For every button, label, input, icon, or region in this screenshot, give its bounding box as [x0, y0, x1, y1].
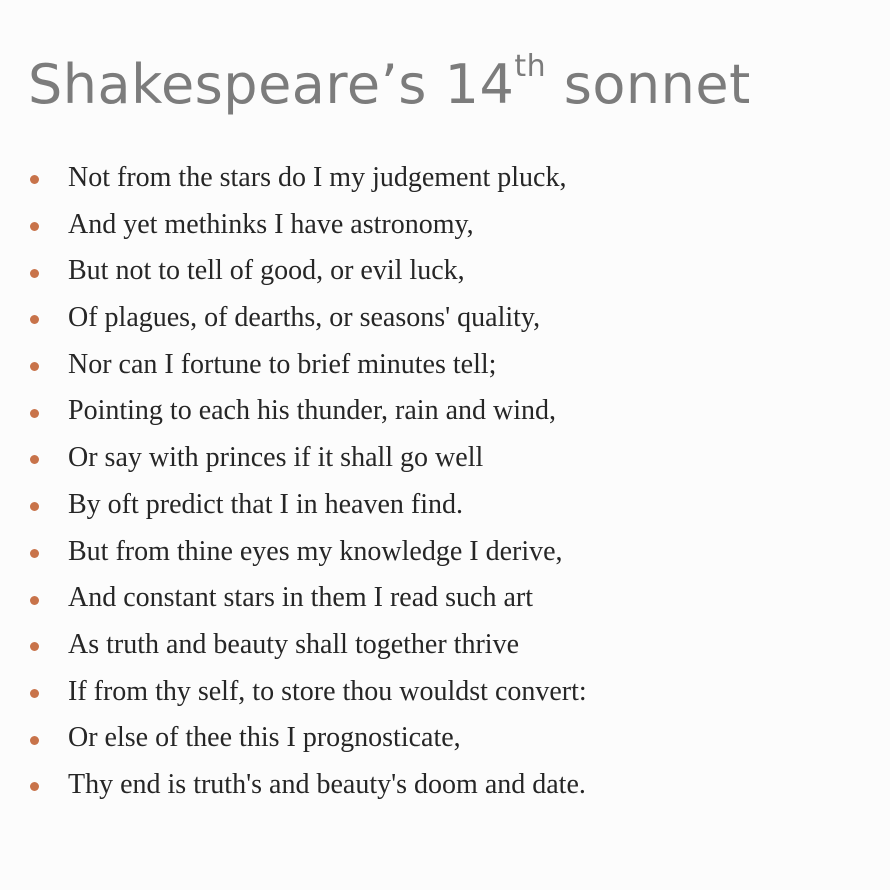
- bullet-icon: [30, 596, 39, 605]
- sonnet-line-text: If from thy self, to store thou wouldst convert:: [68, 675, 587, 707]
- sonnet-line-text: Or else of thee this I prognosticate,: [68, 722, 461, 754]
- title-main: Shakespeare’s 14: [28, 53, 515, 116]
- bullet-icon: [30, 549, 39, 558]
- bullet-icon: [30, 689, 39, 698]
- sonnet-line-text: Of plagues, of dearths, or seasons' quality,: [68, 302, 541, 334]
- bullet-icon: [30, 175, 39, 184]
- bullet-icon: [30, 409, 39, 418]
- sonnet-line-text: By oft predict that I in heaven find.: [68, 488, 463, 520]
- sonnet-line-text: Pointing to each his thunder, rain and wind,: [68, 395, 557, 427]
- bullet-icon: [30, 222, 39, 231]
- bullet-icon: [30, 736, 39, 745]
- bullet-icon: [30, 782, 39, 791]
- sonnet-line-text: And yet methinks I have astronomy,: [68, 208, 474, 240]
- title-superscript: th: [514, 49, 547, 84]
- sonnet-line-text: And constant stars in them I read such art: [68, 582, 533, 614]
- sonnet-line-text: Thy end is truth's and beauty's doom and date.: [68, 768, 586, 800]
- bullet-icon: [30, 502, 39, 511]
- slide-title: [28, 49, 751, 116]
- sonnet-line-text: As truth and beauty shall together thrive: [68, 628, 519, 660]
- sonnet-line-text: But not to tell of good, or evil luck,: [68, 255, 465, 287]
- sonnet-line-text: But from thine eyes my knowledge I derive,: [68, 535, 563, 567]
- bullet-icon: [30, 315, 39, 324]
- bullet-icon: [30, 269, 39, 278]
- sonnet-line-text: Not from the stars do I my judgement pluck,: [68, 162, 567, 193]
- bullet-icon: [30, 455, 39, 464]
- bullet-icon: [30, 642, 39, 651]
- title-suffix: sonnet: [546, 53, 751, 116]
- sonnet-line-text: Or say with princes if it shall go well: [68, 442, 484, 474]
- sonnet-line-text: Nor can I fortune to brief minutes tell;: [68, 348, 497, 380]
- bullet-icon: [30, 362, 39, 371]
